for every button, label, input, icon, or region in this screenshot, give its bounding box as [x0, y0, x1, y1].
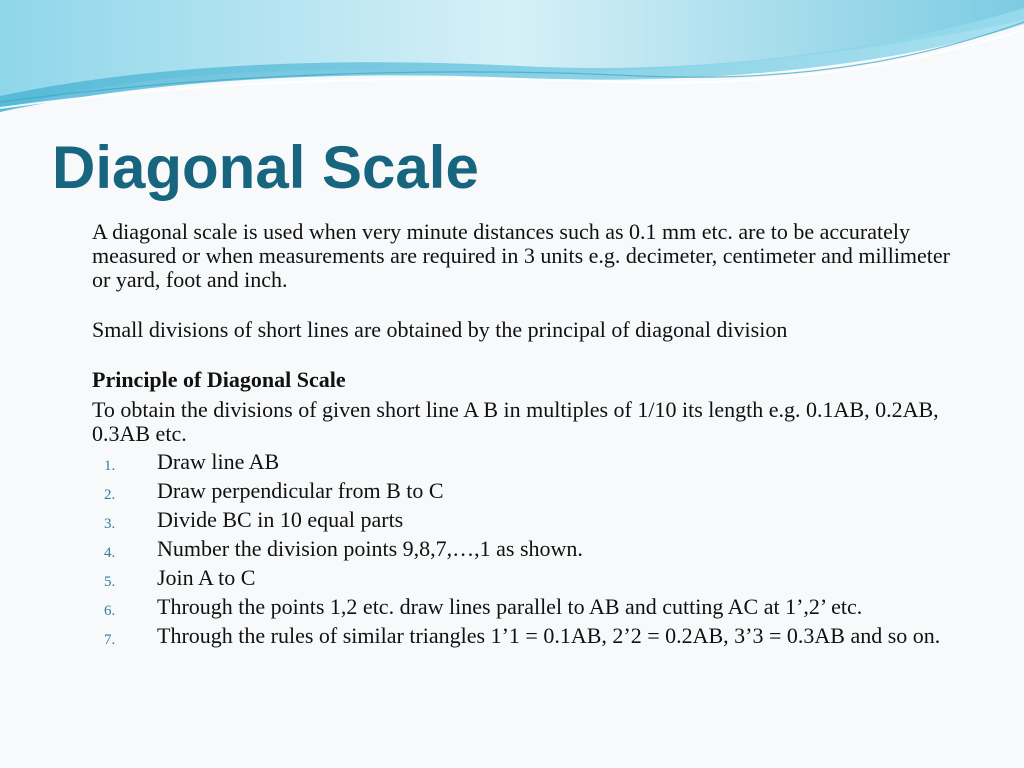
divisions-paragraph: Small divisions of short lines are obtained by the principal of diagonal division — [92, 317, 788, 342]
wave-header-decoration — [0, 0, 1024, 130]
list-item — [92, 450, 972, 474]
list-item — [92, 624, 972, 648]
slide-title: Diagonal Scale — [52, 134, 479, 201]
list-item — [92, 479, 972, 503]
step-text: Through the points 1,2 etc. draw lines parallel to AB and cutting AC at 1’,2’ etc. — [157, 594, 863, 619]
step-text: Draw perpendicular from B to C — [157, 478, 444, 503]
intro-paragraph: A diagonal scale is used when very minute distances such as 0.1 mm etc. are to be accurately measured or when measurements are required in 3 units e.g. decimeter, centimeter and millimeter or yard, foot and inch. — [92, 219, 951, 292]
principle-heading: Principle of Diagonal Scale — [92, 367, 346, 392]
step-text: Join A to C — [157, 565, 256, 590]
principle-intro: To obtain the divisions of given short line A B in multiples of 1/10 its length e.g. 0.1AB, 0.2AB, 0.3AB etc. — [92, 397, 939, 446]
step-number: 2. — [104, 487, 116, 503]
step-number: 4. — [104, 545, 116, 561]
step-number: 5. — [104, 574, 116, 590]
step-number: 3. — [104, 516, 116, 532]
step-text: Divide BC in 10 equal parts — [157, 507, 404, 532]
list-item — [92, 508, 972, 532]
step-text: Number the division points 9,8,7,…,1 as shown. — [157, 536, 583, 561]
step-number: 7. — [104, 632, 116, 648]
step-number: 6. — [104, 603, 116, 619]
slide-body — [92, 220, 972, 653]
step-number: 1. — [104, 458, 116, 474]
step-text: Through the rules of similar triangles 1’1 = 0.1AB, 2’2 = 0.2AB, 3’3 = 0.3AB and so on. — [157, 623, 941, 648]
list-item — [92, 537, 972, 561]
steps-list — [92, 450, 972, 648]
list-item — [92, 566, 972, 590]
step-text: Draw line AB — [157, 449, 280, 474]
list-item — [92, 595, 972, 619]
